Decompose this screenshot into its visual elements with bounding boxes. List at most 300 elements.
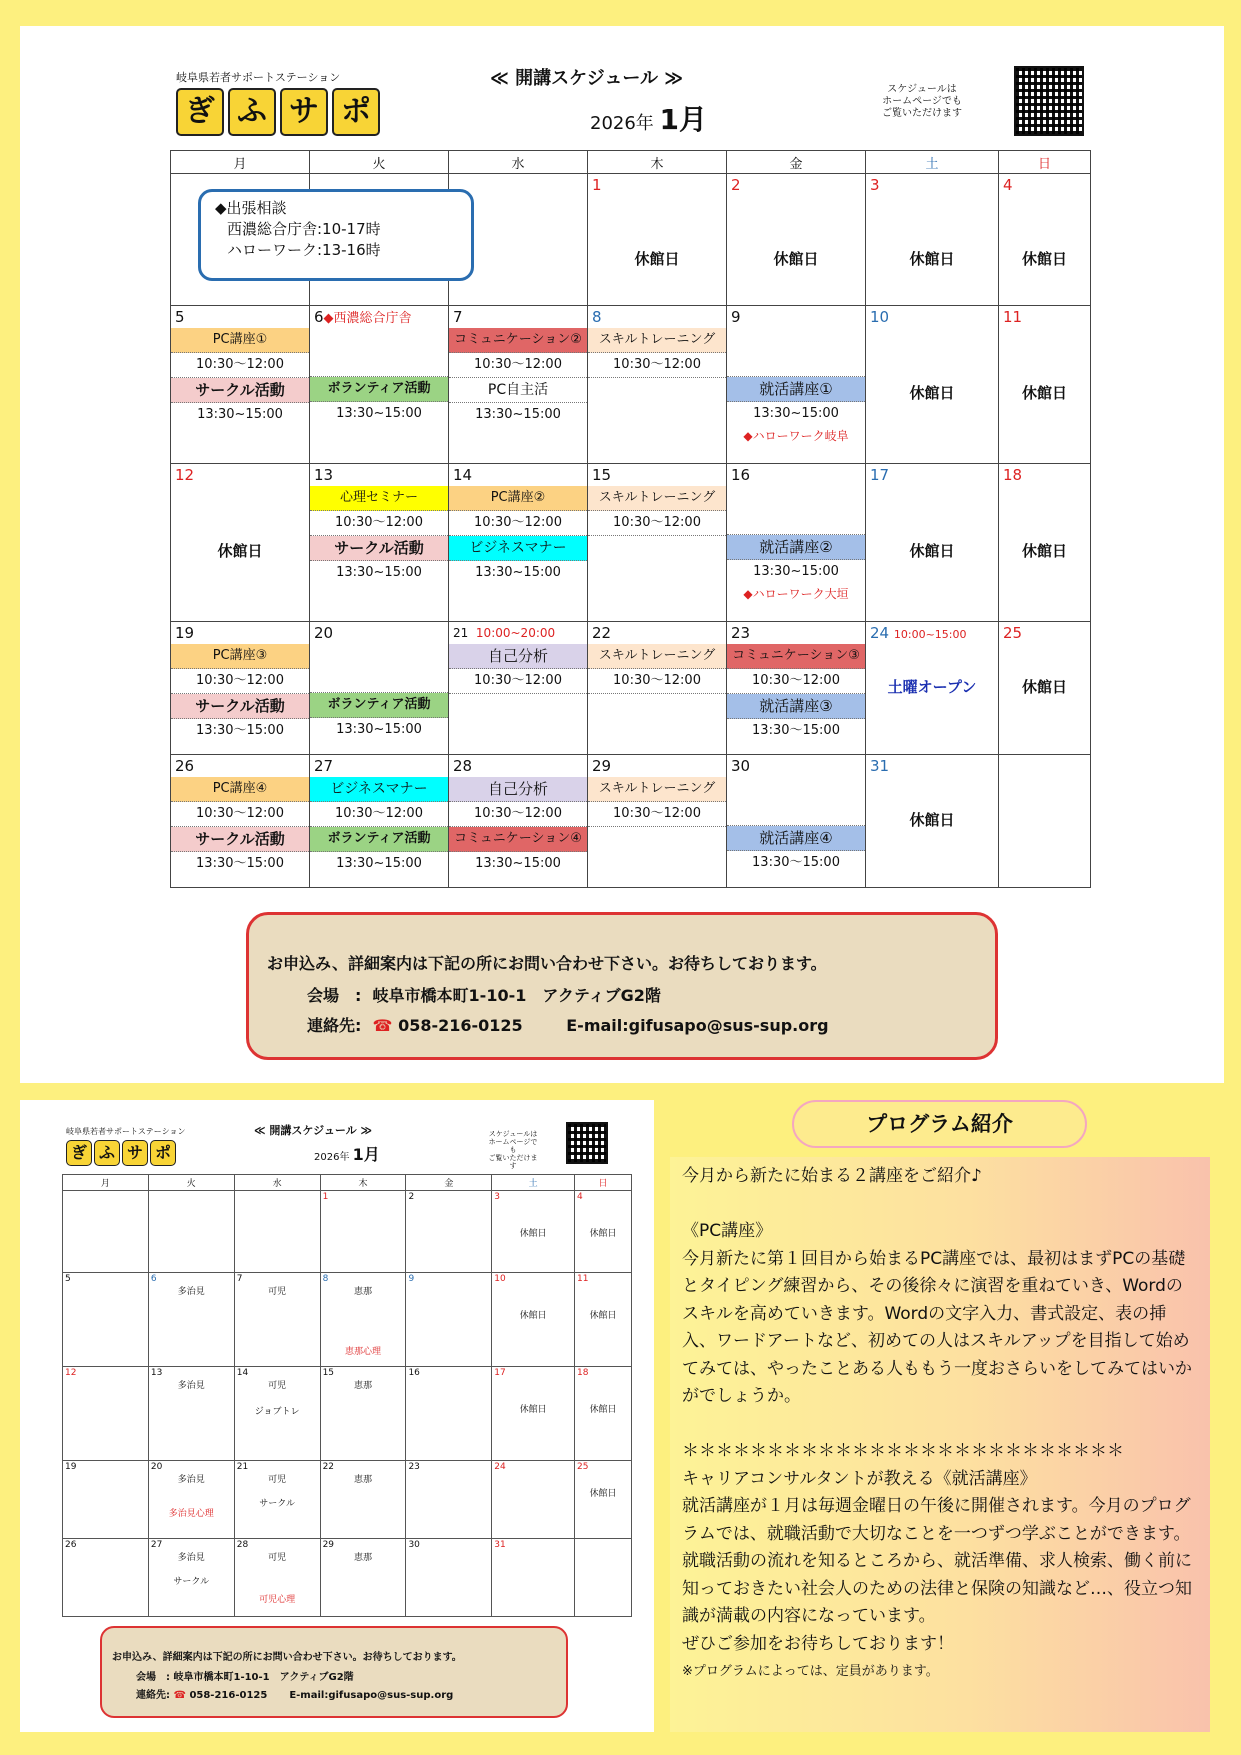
event-pc: PC講座③ xyxy=(171,644,309,669)
schedule-title: ≪ 開講スケジュール ≫ xyxy=(490,68,684,89)
event-empty xyxy=(727,777,865,801)
branch-label: 多治見 xyxy=(177,1287,205,1297)
venue-address: 岐阜市橋本町1-10-1 アクティブG2階 xyxy=(173,1672,354,1683)
day-number: 10 xyxy=(870,308,890,326)
day-cell xyxy=(310,755,449,888)
phone-icon: ☎ xyxy=(173,1690,186,1701)
mini-cell xyxy=(63,1539,149,1617)
day-number: 31 xyxy=(870,757,890,775)
mini-week-row-3 xyxy=(63,1367,632,1461)
mini-week-row-5 xyxy=(63,1539,632,1617)
logo-char: サ xyxy=(280,88,328,136)
mini-cell xyxy=(492,1191,575,1273)
phone-number[interactable]: 058-216-0125 xyxy=(398,1016,523,1035)
branch-schedule-panel xyxy=(20,1100,654,1732)
weekday-tue: 火 xyxy=(310,151,449,174)
day-cell xyxy=(171,306,310,464)
logo-char: ふ xyxy=(94,1140,120,1166)
callout-title: ◆出張相談 xyxy=(215,199,287,217)
weekday-sun: 日 xyxy=(999,151,1091,174)
day-number: 13 xyxy=(150,1368,163,1378)
day-cell xyxy=(727,755,866,888)
contact-venue-line xyxy=(136,1668,354,1683)
day-number: 4 xyxy=(1003,176,1013,194)
day-cell xyxy=(727,464,866,622)
day-number: 24 xyxy=(494,1462,506,1472)
day-number: 11 xyxy=(1003,308,1023,326)
contact-tel-line xyxy=(136,1686,453,1701)
day-number: 12 xyxy=(175,466,195,484)
event-time: 10:30～12:00 xyxy=(588,353,726,378)
weekday-thu: 木 xyxy=(320,1175,406,1191)
event-time: 13:30~15:00 xyxy=(753,406,839,421)
branch-label: 可児 xyxy=(268,1553,287,1563)
branch-psych-note: 恵那心理 xyxy=(345,1347,382,1357)
logo-char: サ xyxy=(122,1140,148,1166)
mini-week-row-1 xyxy=(63,1191,632,1273)
closed-label: 休館日 xyxy=(589,1489,617,1499)
mini-cell-empty xyxy=(575,1539,632,1617)
schedule-title: ≪ 開講スケジュール ≫ xyxy=(254,1124,373,1137)
venue-label: 会場 : xyxy=(136,1672,170,1683)
event-empty xyxy=(310,352,448,377)
day-number: 11 xyxy=(577,1274,589,1284)
day-number: 29 xyxy=(592,757,612,775)
qr-note-line: ホームページでも xyxy=(488,1138,538,1154)
day-number: 2 xyxy=(731,176,741,194)
program-description xyxy=(670,1157,1210,1732)
day-cell xyxy=(999,622,1091,755)
day-number: 20 xyxy=(314,624,334,642)
day-number: 25 xyxy=(1003,624,1023,642)
day-number: 3 xyxy=(870,176,880,194)
day-number: 8 xyxy=(592,308,602,326)
month-label: 1月 xyxy=(659,103,708,136)
day-cell xyxy=(866,622,999,755)
mini-cell xyxy=(406,1367,492,1461)
day-cell xyxy=(588,306,727,464)
job-course-title: キャリアコンサルタントが教える《就活講座》 xyxy=(682,1468,1037,1489)
tel-label: 連絡先: xyxy=(307,1016,362,1035)
day-number: 15 xyxy=(592,466,612,484)
day-cell-empty xyxy=(999,755,1091,888)
weekday-header-row xyxy=(171,151,1091,174)
event-time: 10:30～12:00 xyxy=(310,511,448,536)
event-volunteer: ボランティア活動 xyxy=(310,377,448,402)
day-number: 5 xyxy=(175,308,185,326)
day-cell xyxy=(310,464,449,622)
mini-cell xyxy=(492,1367,575,1461)
day-cell xyxy=(999,306,1091,464)
closed-label: 休館日 xyxy=(1021,250,1067,268)
logo xyxy=(66,1140,176,1166)
day-cell xyxy=(866,306,999,464)
day-cell xyxy=(999,174,1091,306)
contact-intro: お申込み、詳細案内は下記の所にお問い合わせ下さい。お待ちしております。 xyxy=(267,954,827,973)
program-intro: 今月から新たに始まる２講座をご紹介♪ xyxy=(682,1166,982,1186)
day-number: 21 10:00~20:00 xyxy=(453,626,556,640)
event-psychology: 心理セミナー xyxy=(310,486,448,511)
day-cell xyxy=(588,174,727,306)
weekday-sun: 日 xyxy=(575,1175,632,1191)
capacity-footnote: ※プログラムによっては、定員があります。 xyxy=(682,1664,939,1679)
mini-week-row-2 xyxy=(63,1273,632,1367)
day-number: 27 xyxy=(314,757,334,775)
mini-cell xyxy=(63,1367,149,1461)
logo-char: ポ xyxy=(332,88,380,136)
event-skill: スキルトレーニング xyxy=(588,777,726,802)
mini-cell xyxy=(234,1367,320,1461)
tel-label: 連絡先: xyxy=(136,1690,170,1701)
day-number: 16 xyxy=(731,466,751,484)
day-number: 23 xyxy=(731,624,751,642)
branch-label: 恵那 xyxy=(354,1287,373,1297)
mini-cell xyxy=(63,1273,149,1367)
qr-code-icon[interactable] xyxy=(566,1122,608,1164)
day-cell xyxy=(171,755,310,888)
event-pc: PC講座② xyxy=(449,486,587,511)
event-job: 就活講座④ xyxy=(727,826,865,851)
event-time: 10:30～12:00 xyxy=(449,353,587,378)
branch-label: 多治見 xyxy=(177,1475,205,1485)
day-number: 18 xyxy=(1003,466,1023,484)
day-number: 19 xyxy=(175,624,195,642)
closed-label: 休館日 xyxy=(773,250,819,268)
event-time: 10:30～12:00 xyxy=(171,669,309,694)
divider-stars: ＊＊＊＊＊＊＊＊＊＊＊＊＊＊＊＊＊＊＊＊＊＊＊＊＊＊ xyxy=(682,1441,1124,1461)
event-time: 10:30～12:00 xyxy=(449,802,587,827)
outreach-note: ◆ハローワーク大垣 xyxy=(743,587,849,601)
day-number: 28 xyxy=(453,757,473,775)
branch-label: サークル xyxy=(259,1499,296,1509)
week-row-3 xyxy=(171,464,1091,622)
day-cell xyxy=(449,755,588,888)
mini-cell xyxy=(406,1191,492,1273)
day-number: 26 xyxy=(65,1540,77,1550)
event-skill: スキルトレーニング xyxy=(588,486,726,511)
branch-label: 恵那 xyxy=(354,1475,373,1485)
contact-tel-line xyxy=(307,1013,829,1036)
event-time: 13:30~15:00 xyxy=(753,564,839,579)
day-number: 6 xyxy=(150,1274,157,1284)
logo-char: ぎ xyxy=(176,88,224,136)
logo-char: ぎ xyxy=(66,1140,92,1166)
branch-label: 可児 xyxy=(268,1287,287,1297)
day-cell xyxy=(866,174,999,306)
weekday-mon: 月 xyxy=(63,1175,149,1191)
mini-cell xyxy=(320,1461,406,1539)
event-time: 10:30～12:00 xyxy=(588,511,726,536)
qr-note-line: ご覧いただけます xyxy=(488,1154,538,1170)
day-number: 27 xyxy=(150,1540,163,1550)
day-number: 10 xyxy=(494,1274,506,1284)
closed-label: 休館日 xyxy=(1021,542,1067,560)
closed-label: 休館日 xyxy=(589,1229,617,1239)
closed-label: 休館日 xyxy=(909,811,955,829)
day-number: 2 xyxy=(408,1192,415,1202)
branch-label: 可児 xyxy=(268,1381,287,1391)
event-empty xyxy=(727,352,865,377)
year-month xyxy=(590,98,707,138)
day-number: 8 xyxy=(322,1274,329,1284)
mini-cell xyxy=(575,1191,632,1273)
branch-label: 多治見 xyxy=(177,1381,205,1391)
phone-number[interactable]: 058-216-0125 xyxy=(189,1690,268,1701)
day-number: 7 xyxy=(236,1274,243,1284)
special-hours: 10:00~20:00 xyxy=(475,626,556,640)
mini-cell xyxy=(148,1273,234,1367)
day-number: 3 xyxy=(494,1192,501,1202)
year-label: 2026年 xyxy=(590,113,654,134)
event-circle: サークル活動 xyxy=(171,694,309,719)
event-time: 13:30~15:00 xyxy=(197,407,283,422)
special-hours: 10:00~15:00 xyxy=(893,628,967,641)
event-time: 13:30~15:00 xyxy=(336,856,422,871)
week-row-5 xyxy=(171,755,1091,888)
mini-cell xyxy=(148,1367,234,1461)
day-cell xyxy=(727,622,866,755)
weekday-fri: 金 xyxy=(406,1175,492,1191)
mini-cell xyxy=(320,1273,406,1367)
mini-cell xyxy=(320,1539,406,1617)
event-time: 13:30~15:00 xyxy=(475,565,561,580)
day-cell xyxy=(588,622,727,755)
day-cell xyxy=(171,622,310,755)
day-number: 30 xyxy=(731,757,751,775)
day-cell xyxy=(588,755,727,888)
closed-label: 休館日 xyxy=(519,1229,547,1239)
day-number: 20 xyxy=(150,1462,163,1472)
mini-cell xyxy=(492,1273,575,1367)
event-self-analysis: 自己分析 xyxy=(449,644,587,669)
mini-cell xyxy=(148,1539,234,1617)
day-number: 17 xyxy=(870,466,890,484)
event-business-manner: ビジネスマナー xyxy=(449,536,587,561)
mini-cell xyxy=(406,1539,492,1617)
mini-cell-empty xyxy=(63,1191,149,1273)
branch-label: 可児 xyxy=(268,1475,287,1485)
qr-note-line: スケジュールは xyxy=(887,84,957,95)
callout-line: ハローワーク:13-16時 xyxy=(227,241,381,259)
day-number: 25 xyxy=(577,1462,589,1472)
closed-label: 休館日 xyxy=(217,542,263,560)
mini-cell xyxy=(406,1461,492,1539)
qr-note-line: ご覧いただけます xyxy=(882,108,962,119)
event-communication: コミュニケーション② xyxy=(449,328,587,353)
week-row-4 xyxy=(171,622,1091,755)
qr-code-icon[interactable] xyxy=(1014,66,1084,136)
saturday-open-label: 土曜オープン xyxy=(887,678,977,696)
mini-cell-empty xyxy=(148,1191,234,1273)
logo-char: ポ xyxy=(150,1140,176,1166)
event-time: 10:30～12:00 xyxy=(449,511,587,536)
day-number: 21 xyxy=(236,1462,249,1472)
day-number: 22 xyxy=(322,1462,335,1472)
day-number: 24 10:00~15:00 xyxy=(870,624,967,642)
day-cell xyxy=(588,464,727,622)
mini-cell xyxy=(320,1191,406,1273)
event-pc: PC講座④ xyxy=(171,777,309,802)
pc-course-title: 《PC講座》 xyxy=(682,1221,773,1241)
event-time: 13:30~15:00 xyxy=(336,406,422,421)
event-empty xyxy=(310,644,448,668)
event-job: 就活講座① xyxy=(727,377,865,402)
event-time: 10:30～12:00 xyxy=(727,669,865,694)
mini-cell xyxy=(234,1539,320,1617)
qr-note xyxy=(882,84,962,120)
closed-label: 休館日 xyxy=(519,1311,547,1321)
day-number: 19 xyxy=(65,1462,77,1472)
event-time: 13:30～15:00 xyxy=(196,723,284,738)
mini-cell xyxy=(234,1273,320,1367)
mini-cell xyxy=(320,1367,406,1461)
branch-label: 恵那 xyxy=(354,1381,373,1391)
day-number: 1 xyxy=(592,176,602,194)
branch-calendar-table xyxy=(62,1174,632,1617)
job-course-text: 就活講座が１月は毎週金曜日の午後に開催されます。今月のプログラムでは、就職活動で大切なことを一つずつ学ぶことができます。就職活動の流れを知るところから、就活準備、求人検索、働く前に知っておきたい社会人のための法律と保険の知識など…、役立つ知識が満載の内容になっています。 xyxy=(682,1496,1192,1626)
event-empty xyxy=(727,328,865,352)
mini-cell xyxy=(492,1461,575,1539)
day-number: 5 xyxy=(65,1274,71,1284)
closed-label: 休館日 xyxy=(909,542,955,560)
branch-psych-note: 可児心理 xyxy=(259,1595,296,1605)
day-number: 12 xyxy=(65,1368,77,1378)
event-circle: サークル活動 xyxy=(171,378,309,403)
day-number: 30 xyxy=(408,1540,420,1550)
main-schedule-panel xyxy=(20,26,1224,1083)
callout-line: 西濃総合庁舎:10-17時 xyxy=(227,220,381,238)
day-cell xyxy=(310,306,449,464)
day-cell xyxy=(866,464,999,622)
event-communication: コミュニケーション③ xyxy=(727,644,865,669)
closed-label: 休館日 xyxy=(1021,384,1067,402)
branch-psych-note: 多治見心理 xyxy=(168,1509,214,1519)
event-time: 13:30~15:00 xyxy=(475,407,561,422)
event-time: 10:30～12:00 xyxy=(588,669,726,694)
mini-cell xyxy=(575,1461,632,1539)
branch-label: サークル xyxy=(173,1577,210,1587)
event-pc-self: PC自主活 xyxy=(449,378,587,403)
weekday-wed: 水 xyxy=(449,151,588,174)
closed-label: 休館日 xyxy=(519,1405,547,1415)
event-communication: コミュニケーション④ xyxy=(449,827,587,852)
event-empty xyxy=(310,328,448,352)
event-time: 10:30～12:00 xyxy=(171,802,309,827)
outreach-note: ◆西濃総合庁舎 xyxy=(323,311,412,326)
qr-note-line: ホームページでも xyxy=(882,96,962,107)
day-number: 14 xyxy=(236,1368,249,1378)
weekday-sat: 土 xyxy=(492,1175,575,1191)
weekday-header-row xyxy=(63,1175,632,1191)
day-number: 22 xyxy=(592,624,612,642)
day-number: 4 xyxy=(577,1192,583,1202)
day-number: 17 xyxy=(494,1368,506,1378)
day-number: 9 xyxy=(408,1274,415,1284)
branch-label: 恵那 xyxy=(354,1553,373,1563)
day-cell xyxy=(449,306,588,464)
day-cell xyxy=(310,622,449,755)
mini-cell xyxy=(406,1273,492,1367)
event-empty xyxy=(310,668,448,693)
day-cell xyxy=(449,464,588,622)
event-time: 10:30～12:00 xyxy=(171,353,309,378)
event-pc: PC講座① xyxy=(171,328,309,353)
branch-label: ジョブトレ xyxy=(254,1407,300,1417)
year-label: 2026年 xyxy=(314,1152,350,1163)
email-address[interactable]: E-mail:gifusapo@sus-sup.org xyxy=(289,1690,454,1701)
logo-char: ふ xyxy=(228,88,276,136)
event-time: 10:30～12:00 xyxy=(588,802,726,827)
venue-address: 岐阜市橋本町1-10-1 アクティブG2階 xyxy=(372,986,661,1005)
day-number: 26 xyxy=(175,757,195,775)
day-number: 29 xyxy=(322,1540,335,1550)
program-invite: ぜひご参加をお待ちしております！ xyxy=(682,1633,954,1654)
logo xyxy=(176,88,380,136)
closed-label: 休館日 xyxy=(589,1311,617,1321)
day-number: 18 xyxy=(577,1368,589,1378)
org-name: 岐阜県若者サポートステーション xyxy=(66,1127,186,1136)
mini-cell xyxy=(492,1539,575,1617)
event-time: 10:30～12:00 xyxy=(310,802,448,827)
event-empty xyxy=(727,486,865,510)
mini-cell xyxy=(234,1461,320,1539)
day-number: 6◆西濃総合庁舎 xyxy=(314,308,412,326)
event-job: 就活講座③ xyxy=(727,694,865,719)
day-number: 28 xyxy=(236,1540,249,1550)
contact-venue-line xyxy=(307,983,661,1006)
weekday-thu: 木 xyxy=(588,151,727,174)
event-job: 就活講座② xyxy=(727,535,865,560)
event-circle: サークル活動 xyxy=(310,536,448,561)
mini-cell xyxy=(575,1367,632,1461)
day-number: 23 xyxy=(408,1462,420,1472)
event-circle: サークル活動 xyxy=(171,827,309,852)
closed-label: 休館日 xyxy=(909,384,955,402)
org-name: 岐阜県若者サポートステーション xyxy=(176,71,341,84)
day-number: 16 xyxy=(408,1368,420,1378)
weekday-sat: 土 xyxy=(866,151,999,174)
email-address[interactable]: E-mail:gifusapo@sus-sup.org xyxy=(566,1016,829,1035)
day-cell xyxy=(171,464,310,622)
outreach-note: ◆ハローワーク岐阜 xyxy=(743,429,849,443)
event-time: 13:30~15:00 xyxy=(336,565,422,580)
event-empty xyxy=(727,801,865,826)
closed-label: 休館日 xyxy=(909,250,955,268)
phone-icon: ☎ xyxy=(372,1016,393,1035)
event-empty xyxy=(727,510,865,535)
day-cell xyxy=(999,464,1091,622)
closed-label: 休館日 xyxy=(634,250,680,268)
contact-intro: お申込み、詳細案内は下記の所にお問い合わせ下さい。お待ちしております。 xyxy=(112,1652,462,1663)
event-skill: スキルトレーニング xyxy=(588,328,726,353)
day-cell xyxy=(727,306,866,464)
mini-cell xyxy=(63,1461,149,1539)
day-cell xyxy=(866,755,999,888)
mini-cell-empty xyxy=(234,1191,320,1273)
event-self-analysis: 自己分析 xyxy=(449,777,587,802)
venue-label: 会場 : xyxy=(307,986,362,1005)
event-time: 13:30～15:00 xyxy=(196,856,284,871)
day-cell xyxy=(449,622,588,755)
event-volunteer: ボランティア活動 xyxy=(310,693,448,718)
day-number: 9 xyxy=(731,308,741,326)
day-number: 15 xyxy=(322,1368,335,1378)
week-row-2 xyxy=(171,306,1091,464)
month-label: 1月 xyxy=(352,1145,380,1164)
weekday-tue: 火 xyxy=(148,1175,234,1191)
qr-note xyxy=(486,1130,540,1170)
event-time: 13:30～15:00 xyxy=(752,723,840,738)
